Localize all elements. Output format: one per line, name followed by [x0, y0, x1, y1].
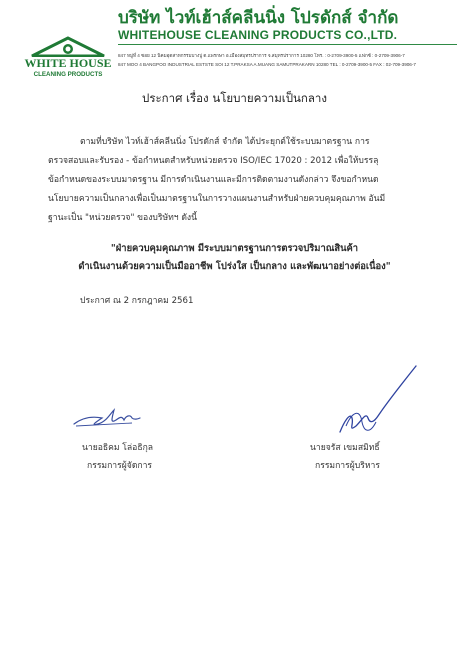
body-line: ตามที่บริษัท ไวท์เฮ้าส์คลีนนิ่ง โปรดักส์ จำกัด ได้ประยุกต์ใช้ระบบมาตรฐาน การ [80, 137, 370, 147]
company-logo [22, 36, 114, 78]
signature-image-left [72, 404, 142, 432]
announcement-date: ประกาศ ณ 2 กรกฎาคม 2561 [80, 296, 194, 306]
signatory-position: กรรมการผู้บริหาร [315, 461, 380, 471]
address-english: 847 MOO 4 BANGPOO INDUSTRIAL ESTSTE SOI 12 T.PRAKSA A.MUANG SAMUTPRAKARN 10280 TEL : 0-2709-3900-5 FAX : 02-709-3906-7 [118, 62, 416, 67]
body-line: ตรวจสอบและรับรอง - ข้อกำหนดสำหรับหน่วยตรวจ ISO/IEC 17020 : 2012 เพื่อให้บรรลุ [48, 156, 379, 166]
body-line: ข้อกำหนดของระบบมาตรฐาน มีการดำเนินงานและมีการติดตามงานดังกล่าว จึงขอกำหนด [48, 175, 379, 185]
logo-line2: CLEANING PRODUCTS [33, 71, 103, 78]
announcement-title: ประกาศ เรื่อง นโยบายความเป็นกลาง [142, 91, 327, 105]
body-line: ฐานะเป็น "หน่วยตรวจ" ของบริษัทฯ ดังนี้ [48, 213, 197, 223]
body-line: นโยบายความเป็นกลางเพื่อเป็นมาตรฐานในการวางแผนงานสำหรับฝ่ายควบคุมคุณภาพ อันมี [48, 194, 386, 204]
policy-statement-line: ดำเนินงานด้วยความเป็นมืออาชีพ โปร่งใส เป็นกลาง และพัฒนาอย่างต่อเนื่อง" [78, 261, 391, 272]
company-name-english: WHITEHOUSE CLEANING PRODUCTS CO.,LTD. [118, 28, 398, 42]
signature-image-right [330, 362, 420, 442]
logo-line1: WHITE HOUSE [24, 56, 112, 70]
signatory-position: กรรมการผู้จัดการ [87, 461, 153, 471]
policy-statement-line: "ฝ่ายควบคุมคุณภาพ มีระบบมาตรฐานการตรวจปริมาณสินค้า [110, 243, 359, 254]
company-name-thai: บริษัท ไวท์เฮ้าส์คลีนนิ่ง โปรดักส์ จำกัด [118, 8, 399, 28]
signatory-name: นายอธิคม โล่อธิกุล [82, 443, 154, 453]
address-thai: 847 หมู่ที่ 4 ซอย 12 นิคมอุตสาหกรรมบางปู ต.แพรกษา อ.เมืองสมุทรปราการ จ.สมุทรปราการ 10280 โทร. : 0-2709-3900-5 แฟกซ์ : 0-2709-3906-7 [118, 53, 405, 58]
signatory-name: นายจรัส เขมสมิทธิ์ [310, 443, 380, 453]
whitehouse-logo-icon [22, 36, 114, 78]
letterhead-divider [118, 44, 457, 45]
